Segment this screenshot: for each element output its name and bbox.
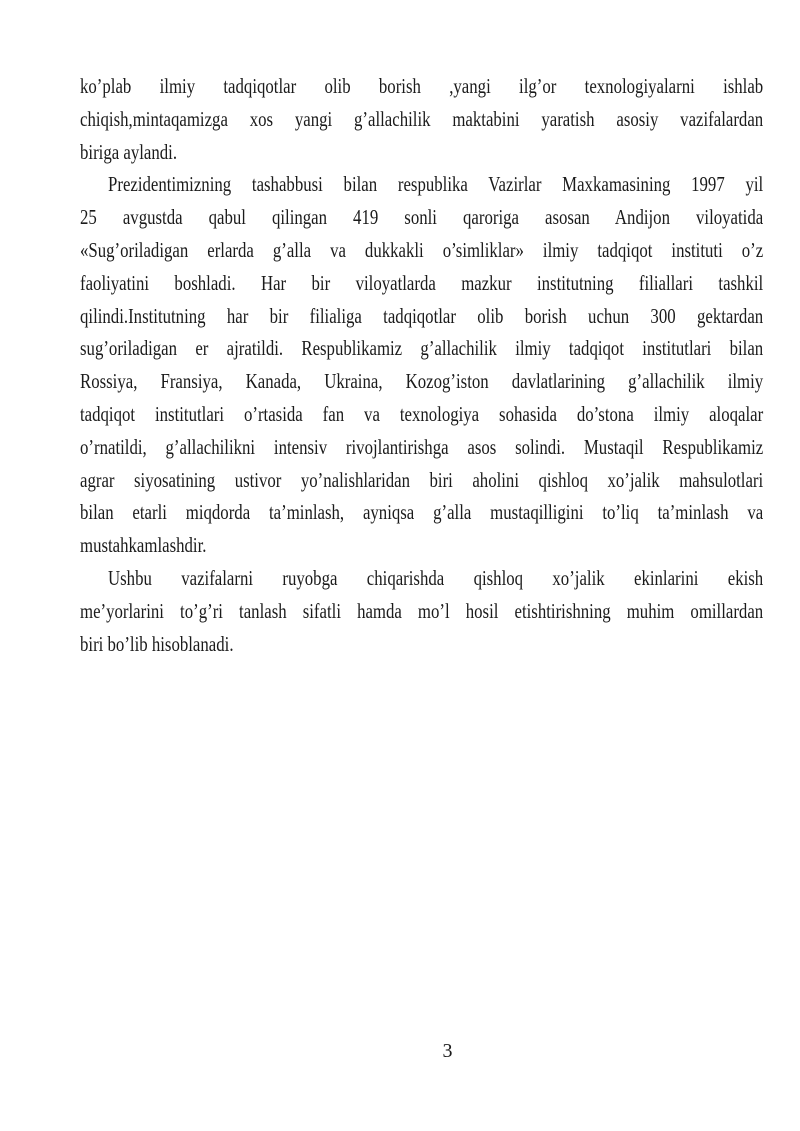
text-line: Ushbu vazifalarni ruyobga chiqarishda qishloq xo’jalik ekinlarini ekish: [108, 565, 764, 590]
text-line: o’rnatildi, g’allachilikni intensiv rivojlantirishga asos solindi. Mustaqil Respublikamiz: [80, 434, 764, 459]
text-line: ko’plab ilmiy tadqiqotlar olib borish ,yangi ilg’or texnologiyalarni ishlab: [80, 74, 764, 98]
text-line: faoliyatini boshladi. Har bir viloyatlarda mazkur institutning filiallari tashkil: [80, 270, 764, 295]
text-line: bilan etarli miqdorda ta’minlash, ayniqsa g’alla mustaqilligini to’liq ta’minlash va: [80, 500, 764, 525]
page-number: 3: [442, 1040, 453, 1062]
text-line: 25 avgustda qabul qilingan 419 sonli qaroriga asosan Andijon viloyatida: [80, 205, 764, 230]
document-body: [80, 70, 763, 660]
text-line: biriga aylandi.: [80, 139, 178, 164]
paragraph: [80, 168, 763, 562]
text-line: agrar siyosatining ustivor yo’nalishlaridan biri aholini qishloq xo’jalik mahsulotlari: [80, 467, 764, 492]
text-line: mustahkamlashdir.: [80, 533, 207, 558]
text-line: tadqiqot institutlari o’rtasida fan va texnologiya sohasida do’stona ilmiy aloqalar: [80, 401, 764, 426]
text-line: biri bo’lib hisoblanadi.: [80, 631, 234, 656]
text-line: Prezidentimizning tashabbusi bilan respublika Vazirlar Maxkamasining 1997 yil: [108, 172, 764, 197]
text-line: Rossiya, Fransiya, Kanada, Ukraina, Kozog’iston davlatlarining g’allachilik ilmiy: [80, 369, 764, 394]
paragraph: [80, 70, 763, 168]
text-line: «Sug’oriladigan erlarda g’alla va dukkakli o’simliklar» ilmiy tadqiqot instituti o’z: [80, 237, 764, 262]
paragraph: [80, 562, 763, 660]
text-line: chiqish,mintaqamizga xos yangi g’allachilik maktabini yaratish asosiy vazifalardan: [80, 106, 764, 131]
text-line: sug’oriladigan er ajratildi. Respublikamiz g’allachilik ilmiy tadqiqot institutlari bilan: [80, 336, 764, 361]
text-line: me’yorlarini to’g’ri tanlash sifatli hamda mo’l hosil etishtirishning muhim omillardan: [80, 598, 764, 623]
text-line: qilindi.Institutning har bir filialiga tadqiqotlar olib borish uchun 300 gektardan: [80, 303, 764, 328]
